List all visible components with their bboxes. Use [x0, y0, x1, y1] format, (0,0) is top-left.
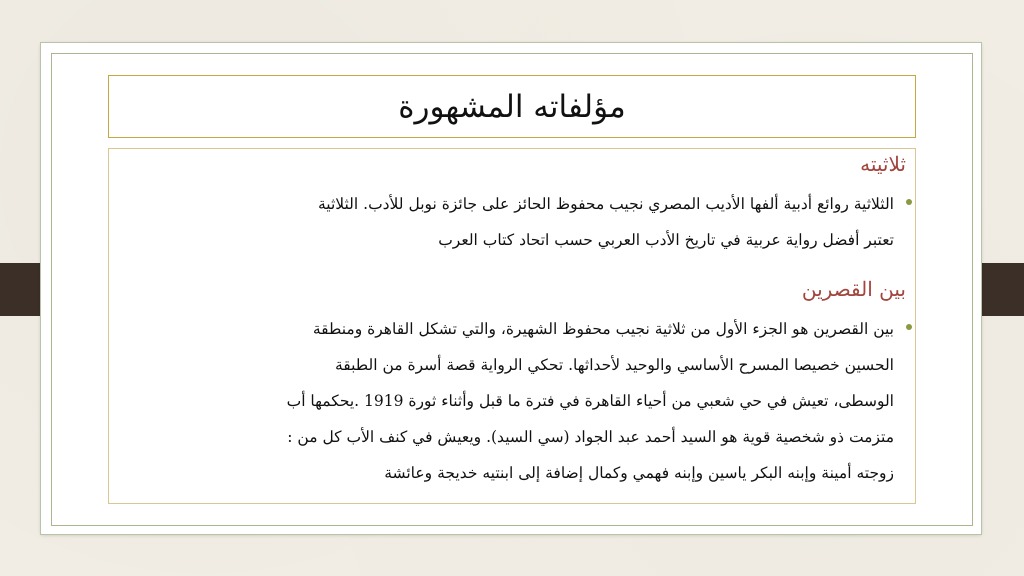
paragraph-line: بين القصرين هو الجزء الأول من ثلاثية نجيب محفوظ الشهيرة، والتي تشكل القاهرة ومنطقة [312, 320, 894, 338]
bullet-icon [906, 199, 912, 205]
paragraph-line: الثلاثية روائع أدبية ألفها الأديب المصري نجيب محفوظ الحائز على جائزة نوبل للأدب. الثلاثية [317, 195, 894, 213]
paragraph-line: الحسين خصيصا المسرح الأساسي والوحيد لأحداثها. تحكي الرواية قصة أسرة من الطبقة [334, 356, 894, 374]
paragraph-line: متزمت ذو شخصية قوية هو السيد أحمد عبد الجواد (سي السيد). ويعيش في كنف الأب كل من : [287, 428, 894, 446]
bullet-icon [906, 324, 912, 330]
section-heading-trilogy: ثلاثيته [860, 152, 906, 176]
title-box [108, 75, 916, 138]
paragraph-line: الوسطى، تعيش في حي شعبي من أحياء القاهرة في فترة ما قبل وأثناء ثورة 1919 .يحكمها أب [286, 392, 894, 410]
section-paragraph-palace-walk [192, 311, 912, 491]
slide-title: مؤلفاته المشهورة [398, 88, 626, 125]
section-heading-palace-walk: بين القصرين [801, 277, 906, 301]
section-paragraph-trilogy [192, 186, 912, 258]
paragraph-line: تعتبر أفضل رواية عربية في تاريخ الأدب العربي حسب اتحاد كتاب العرب [438, 231, 894, 249]
paragraph-line: زوجته أمينة وإبنه البكر ياسين وإبنه فهمي وكمال إضافة إلى ابنتيه خديجة وعائشة [384, 464, 894, 482]
